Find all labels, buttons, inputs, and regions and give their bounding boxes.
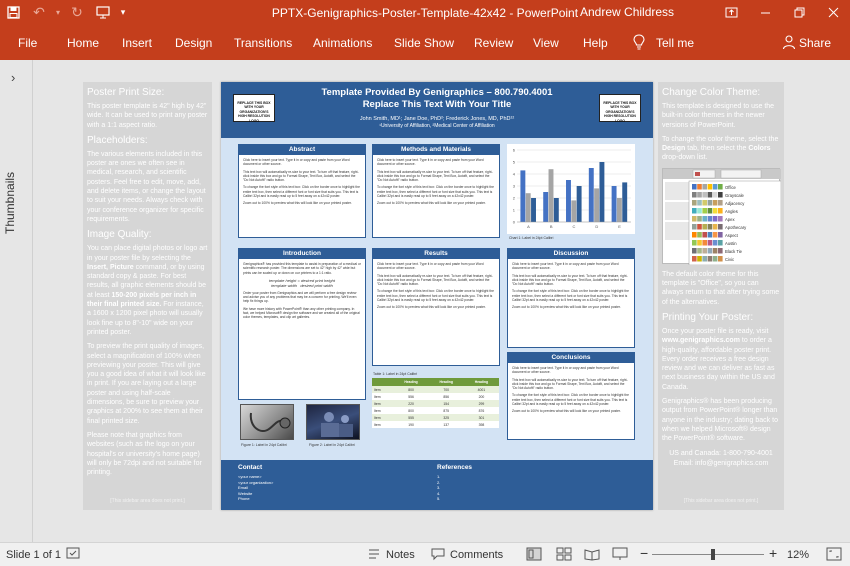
heading-change-color-theme: Change Color Theme: xyxy=(662,87,761,98)
paragraph: To change the font style of this text box: Click on the border once to highlight the entire text box, then select a different font or font size that suits you. This text is Calibri 32pt and is easily read up to 5 feet away on a 42x42 poster. xyxy=(243,185,360,199)
table-cell: 700 xyxy=(429,386,464,393)
text-color-theme: This template is designed to use the built-in color themes in the newer versions of PowerPoint. xyxy=(662,103,775,129)
text-span: desired print height xyxy=(300,277,335,283)
intro-ratio: template height = desired print height template width desired print width xyxy=(269,277,335,288)
tab-design[interactable]: Design xyxy=(175,36,213,50)
chart-bar xyxy=(622,182,627,222)
theme-swatch xyxy=(708,184,713,190)
theme-swatch xyxy=(692,232,697,238)
theme-swatch xyxy=(718,256,723,262)
table-cell: 154 xyxy=(429,400,464,407)
stethoscope-icon xyxy=(241,405,295,441)
references-lines xyxy=(437,474,440,502)
theme-name: Aspect xyxy=(725,232,738,238)
poster-title-line1[interactable]: Template Provided By Genigraphics – 800.790.4001 xyxy=(321,87,553,98)
methods-box[interactable] xyxy=(372,144,500,238)
theme-swatch xyxy=(702,256,707,262)
poster-title-line2[interactable]: Replace This Text With Your Title xyxy=(362,99,512,110)
chart-bar xyxy=(571,200,576,222)
theme-swatch xyxy=(702,184,707,190)
chart-bar xyxy=(554,198,559,222)
minimize-icon[interactable] xyxy=(748,0,782,25)
user-name[interactable]: Andrew Childress xyxy=(580,5,675,19)
tab-transitions[interactable]: Transitions xyxy=(234,36,293,50)
theme-swatch xyxy=(708,192,713,198)
table-header-cell: Heading xyxy=(464,378,499,386)
table-cell: 190 xyxy=(393,421,428,428)
save-icon[interactable] xyxy=(0,0,26,25)
table-cell: Item xyxy=(372,421,393,428)
theme-swatch xyxy=(718,224,723,230)
table-cell: 325 xyxy=(429,414,464,421)
undo-icon[interactable]: ↶ xyxy=(33,4,45,20)
table-cell: Item xyxy=(372,414,393,421)
zoom-slider-track[interactable] xyxy=(652,554,764,555)
theme-swatch xyxy=(697,224,702,230)
paragraph: This text box will automatically re-size to your text. To turn off that feature, right-click inside this box and go to Format Shape, Text Box, Autofit, and select the "Do Not Autofit" radio button. xyxy=(512,273,628,287)
theme-name: Apothecary xyxy=(725,224,747,230)
chart-bar xyxy=(612,186,617,222)
table-header-row xyxy=(372,378,499,386)
theme-swatch xyxy=(692,208,697,214)
table-cell: 220 xyxy=(393,400,428,407)
text-website-graphics: Please note that graphics from websites (such as the logo on your hospital's or university's home page) will only be 72dpi and not suitable for printing. xyxy=(87,431,202,477)
x-tick-label: E xyxy=(618,224,621,229)
contact-line: <your organization> xyxy=(238,479,274,485)
theme-swatch xyxy=(702,200,707,206)
theme-swatch xyxy=(718,208,723,214)
introduction-heading: Introduction xyxy=(239,249,365,259)
theme-swatch xyxy=(713,184,718,190)
table-cell: 398 xyxy=(464,421,499,428)
ribbon-tabs xyxy=(0,25,850,60)
contact-heading: Contact xyxy=(238,464,263,471)
figure-1-caption: Figure 1: Label in 24pt Calibri xyxy=(241,443,287,447)
theme-swatch xyxy=(708,232,713,238)
paragraph: To change the font style of this text box: Click on the border once to highlight the entire text box, then select a different font or font size that suits you. This text is Calibri 32pt and is easily read up to 5 feet away on a 42x42 poster. xyxy=(377,289,494,303)
introduction-text xyxy=(239,259,365,326)
theme-name: Adjacency xyxy=(725,200,745,206)
slide-sorter-icon[interactable] xyxy=(556,547,572,561)
text-image-quality xyxy=(87,244,208,337)
reference-line: 3. xyxy=(437,485,441,490)
text-span: to order a high-quality, affordable poster print. Every order receives a free design review and we can deliver as fast as next business day within the US and Canada. xyxy=(662,337,775,391)
text-genigraphics-history: Genigraphics® has been producing output from PowerPoint® longer than anyone in the industry; dating back to when we helped Microsoft® design the PowerPoint® software. xyxy=(662,398,778,443)
paragraph: We have more history with PowerPoint® than any other printing company. In fact, we helped Microsoft® design the software and we created all of the original color themes, templates, and clip art galleries. xyxy=(243,306,360,320)
poster-affiliations[interactable]: ¹University of Affiliation, ²Medical Center of Affiliation xyxy=(379,123,495,129)
customize-qat-icon[interactable]: ▾ xyxy=(120,7,126,17)
theme-swatch xyxy=(718,240,723,246)
discussion-heading: Discussion xyxy=(508,249,634,259)
table-cell: 556 xyxy=(393,393,428,400)
chevron-right-icon[interactable]: › xyxy=(11,70,16,85)
window-title: PPTX-Genigraphics-Poster-Template-42x42 - PowerPoint xyxy=(271,5,579,20)
sidebar-footnote: [This sidebar area does not print.] xyxy=(110,497,185,504)
sidebar-footnote: [This sidebar area does not print.] xyxy=(683,497,759,504)
heading-poster-print-size: Poster Print Size: xyxy=(87,87,165,98)
table-cell: Item xyxy=(372,407,393,414)
ribbon-display-options-icon[interactable] xyxy=(714,0,748,25)
text-span: template height xyxy=(269,277,297,283)
theme-swatch xyxy=(713,208,718,214)
paragraph: Zoom out to 100% to preview what this will look like on your printed poster. xyxy=(512,409,621,414)
table-cell: Item xyxy=(372,400,393,407)
x-tick-label: C xyxy=(572,224,576,229)
text-span: For instance, a 1600 x 1200 pixel photo will usually look fine up to 8"-10" wide on your printed poster. xyxy=(87,301,204,336)
methods-heading: Methods and Materials xyxy=(373,145,499,155)
lightbulb-icon[interactable] xyxy=(632,33,646,51)
text-email: Email: info@genigraphics.com xyxy=(673,459,769,467)
paragraph: Click here to insert your text. Type it in or copy and paste from your Word document or other source. xyxy=(377,262,484,271)
paragraph: To change the font style of this text box: Click on the border once to highlight the entire text box, then select a different font or font size that suits you. This text is Calibri 32pt and is easily read up to 5 feet away on a 42x42 poster. xyxy=(512,289,629,303)
paragraph: Click here to insert your text. Type it in or copy and paste from your Word document or other source. xyxy=(512,262,619,271)
theme-swatch xyxy=(697,192,702,198)
text-bold: Insert, Picture xyxy=(87,263,134,271)
paragraph: Click here to insert your text. Type it in or copy and paste from your Word document or other source. xyxy=(243,158,350,167)
y-tick-label: 2 xyxy=(512,195,515,201)
chart-bar xyxy=(526,193,531,222)
paragraph: To change the font style of this text box: Click on the border once to highlight the entire text box, then select a different font or font size that suits you. This text is Calibri 32pt and is easily read up to 5 feet away on a 42x42 poster. xyxy=(377,185,494,199)
abstract-text xyxy=(239,155,365,212)
theme-swatch xyxy=(697,240,702,246)
tab-help[interactable]: Help xyxy=(583,36,608,50)
references-heading: References xyxy=(437,464,473,471)
theme-swatch xyxy=(697,232,702,238)
chart-bar xyxy=(543,192,548,222)
theme-swatch xyxy=(697,216,702,222)
methods-text xyxy=(373,155,499,212)
chart-bar xyxy=(566,180,571,222)
theme-swatch xyxy=(718,232,723,238)
theme-swatch xyxy=(718,192,723,198)
logo-placeholder-right[interactable]: REPLACE THIS BOX WITH YOUR ORGANIZATION'S HIGH RESOLUTION LOGO xyxy=(599,94,641,122)
table-cell: 299 xyxy=(464,400,499,407)
x-tick-label: B xyxy=(549,224,553,229)
theme-name: Office xyxy=(725,184,736,190)
theme-name: Grayscale xyxy=(725,192,744,198)
paragraph: This text box will automatically re-size to your text. To turn off that feature, right-click inside this box and go to Format Shape, Text Box, Autofit, and select the "Do Not Autofit" radio button. xyxy=(377,169,493,183)
theme-swatch xyxy=(713,200,718,206)
poster-footer[interactable] xyxy=(221,460,653,510)
table-cell: 200 xyxy=(464,393,499,400)
chart-bar xyxy=(589,168,594,222)
theme-swatch xyxy=(692,184,697,190)
y-tick-label: 6 xyxy=(512,147,515,153)
theme-swatch xyxy=(692,248,697,254)
text-span: Once your poster file is ready, visit xyxy=(662,327,769,335)
slide-counter: Slide 1 of 1 xyxy=(6,549,62,561)
theme-swatch xyxy=(708,200,713,206)
chevron-down-icon[interactable]: ▾ xyxy=(55,8,60,17)
table-row xyxy=(372,400,499,407)
table-row xyxy=(372,414,499,421)
tab-home[interactable]: Home xyxy=(67,36,100,50)
table-cell: 800 xyxy=(393,407,428,414)
share-button[interactable]: Share xyxy=(799,36,832,50)
theme-swatch xyxy=(702,224,707,230)
heading-placeholders: Placeholders: xyxy=(87,134,148,146)
theme-swatch xyxy=(692,216,697,222)
theme-swatch xyxy=(718,248,723,254)
theme-name: Black Tie xyxy=(725,248,742,254)
text-bold: Colors xyxy=(748,145,771,153)
abstract-box[interactable] xyxy=(238,144,366,238)
theme-swatch xyxy=(692,240,697,246)
comments-icon[interactable] xyxy=(430,547,446,561)
zoom-out-icon[interactable]: − xyxy=(640,545,649,561)
theme-swatch xyxy=(713,224,718,230)
normal-view-icon[interactable] xyxy=(526,547,542,561)
text-span: tab, then select the xyxy=(685,145,749,153)
text-placeholders: The various elements included in this poster are ones we often see in medical, research, and scientific posters. Feel free to edit, move, add, and delete items, or change the layout to suit your needs. Always check with your conference organizer for specific requirements. xyxy=(87,150,206,223)
table-cell: Item xyxy=(372,386,393,393)
notes-button[interactable]: Notes xyxy=(386,549,415,561)
paragraph: Zoom out to 100% to preview what this will look like on your printed poster. xyxy=(512,305,621,310)
theme-swatch xyxy=(697,184,702,190)
thumbnails-label[interactable]: Thumbnails xyxy=(3,171,17,235)
theme-swatch xyxy=(702,216,707,222)
theme-name: Apex xyxy=(725,216,735,222)
chart-bar xyxy=(594,188,599,222)
paragraph: Zoom out to 100% to preview what this will look like on your printed poster. xyxy=(243,201,352,206)
y-tick-label: 5 xyxy=(512,159,515,165)
reference-line: 5. xyxy=(437,496,441,501)
zoom-in-icon[interactable]: + xyxy=(769,545,778,561)
text-default-theme: The default color theme for this template is "Office", so you can always return to that after trying some of the alternatives. xyxy=(662,270,780,306)
theme-swatch xyxy=(713,216,718,222)
y-tick-label: 0 xyxy=(512,219,515,225)
tab-view[interactable]: View xyxy=(533,36,559,50)
thumbnails-pane xyxy=(0,60,33,542)
redo-icon[interactable]: ↻ xyxy=(71,4,83,20)
discussion-text xyxy=(508,259,634,316)
table-cell: 555 xyxy=(393,414,428,421)
zoom-slider-thumb[interactable] xyxy=(711,549,715,560)
poster-authors[interactable]: John Smith, MD¹; Jane Doe, PhD²; Frederick Jones, MD, PhD¹² xyxy=(359,116,515,122)
text-span: drop-down list. xyxy=(662,154,708,162)
chart-bar xyxy=(617,198,622,222)
chart-bar xyxy=(520,170,525,222)
text-span: template width xyxy=(271,282,297,288)
paragraph: Zoom out to 100% to preview what this will look like on your printed poster. xyxy=(377,201,486,206)
x-tick-label: D xyxy=(595,224,599,229)
paragraph: To change the font style of this text box: Click on the border once to highlight the entire text box, then select a different font or font size that suits you. This text is Calibri 32pt and is easily read up to 5 feet away on a 42x42 poster. xyxy=(512,393,629,407)
x-tick-label: A xyxy=(527,224,530,229)
theme-swatch xyxy=(702,192,707,198)
table-cell: Item xyxy=(372,393,393,400)
table-header-cell xyxy=(372,378,393,386)
fit-to-window-icon[interactable] xyxy=(826,547,842,561)
figure-1-image[interactable] xyxy=(240,404,294,440)
paragraph: This text box will automatically re-size to your text. To turn off that feature, right-click inside this box and go to Format Shape, Text Box, Autofit, and select the "Do Not Autofit" radio button. xyxy=(243,169,359,183)
paragraph: Click here to insert your text. Type it in or copy and paste from your Word document or other source. xyxy=(377,158,484,167)
theme-swatch xyxy=(713,192,718,198)
poster-header[interactable] xyxy=(221,82,653,138)
chart-bar xyxy=(549,169,554,222)
chart-caption: Chart 1: Label in 24pt Calibri xyxy=(509,236,554,240)
table-row xyxy=(372,407,499,414)
table-caption: Table 1: Label in 24pt Calibri xyxy=(373,372,418,376)
text-span: To change the color theme, select the xyxy=(662,135,779,143)
table-row xyxy=(372,421,499,428)
chart-bar xyxy=(531,198,536,222)
chart-1[interactable] xyxy=(507,144,635,234)
text-phone: US and Canada: 1-800-790-4001 xyxy=(669,449,773,457)
reading-view-icon[interactable] xyxy=(584,547,600,561)
paragraph: Zoom out to 100% to preview what this will look like on your printed poster. xyxy=(377,305,486,310)
table-header-cell: Heading xyxy=(393,378,428,386)
theme-swatch xyxy=(692,200,697,206)
text-span: You can place digital photos or logo art in your poster file by selecting the xyxy=(87,245,208,262)
theme-swatch xyxy=(713,256,718,262)
theme-swatch xyxy=(708,216,713,222)
theme-swatch xyxy=(697,208,702,214)
results-table[interactable] xyxy=(372,378,499,428)
table-cell: 4001 xyxy=(464,386,499,393)
reference-line: 2. xyxy=(437,479,441,485)
contact-line: Email xyxy=(238,485,249,490)
share-person-icon[interactable] xyxy=(782,33,796,51)
theme-swatch xyxy=(708,248,713,254)
contact-line: Phone xyxy=(238,496,250,501)
theme-name: Civic xyxy=(725,256,735,262)
paragraph: This text box will automatically re-size to your text. To turn off that feature, right-click inside this box and go to Format Shape, Text Box, Autofit, and select the "Do Not Autofit" radio button. xyxy=(512,377,628,391)
theme-swatch xyxy=(692,192,697,198)
tab-slide-show[interactable]: Slide Show xyxy=(394,36,455,50)
color-themes-screenshot xyxy=(662,168,780,264)
website-link[interactable]: www.genigraphics.com xyxy=(662,337,740,345)
text-change-theme-steps xyxy=(662,135,780,163)
introduction-box[interactable] xyxy=(238,248,366,400)
conclusions-heading: Conclusions xyxy=(508,353,634,363)
tell-me-search[interactable]: Tell me xyxy=(656,36,695,50)
chart-bar xyxy=(577,186,582,222)
theme-name: Austin xyxy=(725,240,737,246)
paragraph: Order your poster from Genigraphics and we will perform a free design review and advise you of any problems that may be a concern for printing. We'll even help fix things up. xyxy=(243,290,357,304)
theme-swatch xyxy=(697,256,702,262)
table-row xyxy=(372,393,499,400)
comments-button[interactable]: Comments xyxy=(450,549,504,561)
theme-swatch xyxy=(708,256,713,262)
conclusions-box[interactable] xyxy=(507,352,635,440)
text-poster-print-size: This poster template is 42" high by 42" wide. It can be used to print any poster with a 1:1 aspect ratio. xyxy=(87,103,208,129)
theme-name: Angles xyxy=(725,208,738,214)
y-tick-label: 3 xyxy=(512,183,515,189)
results-box[interactable] xyxy=(372,248,500,366)
text-span: command, or by using standard copy & paste. For best results, all graphic elements should be at least xyxy=(87,263,207,299)
table-row xyxy=(372,386,499,393)
theme-swatch xyxy=(713,232,718,238)
text-printing xyxy=(662,327,780,392)
theme-swatch xyxy=(708,240,713,246)
heading-image-quality: Image Quality: xyxy=(87,229,152,241)
restore-icon[interactable] xyxy=(782,0,816,25)
chart-bar xyxy=(599,162,604,222)
theme-swatch xyxy=(702,232,707,238)
left-sidebar-instructions[interactable] xyxy=(83,82,212,510)
status-bar xyxy=(0,542,850,566)
contact-line: Website xyxy=(238,490,253,496)
theme-swatch xyxy=(708,208,713,214)
right-sidebar-instructions[interactable] xyxy=(658,82,784,510)
paragraph: Click here to insert your text. Type it in or copy and paste from your Word document or other source. xyxy=(512,366,619,375)
title-bar xyxy=(0,0,850,25)
theme-swatch xyxy=(718,200,723,206)
table-cell: 800 xyxy=(393,386,428,393)
theme-swatch xyxy=(702,208,707,214)
table-cell: 876 xyxy=(464,407,499,414)
figure-2-caption: Figure 2: Label in 24pt Calibri xyxy=(309,443,355,447)
start-from-beginning-icon[interactable] xyxy=(90,0,116,25)
theme-swatch xyxy=(718,184,723,190)
paragraph: Genigraphics® has provided this template to assist in preparation of a medical or scientific research poster. The dimensions are set to 42" high by 42" wide but prints can be scaled up or down on our printers to a 1:1 ratio. xyxy=(243,262,361,275)
logo-placeholder-left[interactable]: REPLACE THIS BOX WITH YOUR ORGANIZATION'S HIGH RESOLUTION LOGO xyxy=(233,94,275,122)
text-bold: Design xyxy=(662,145,686,153)
table-cell: 301 xyxy=(464,414,499,421)
bar-chart-svg xyxy=(507,144,635,234)
figure-2-image[interactable] xyxy=(306,404,360,440)
theme-swatch xyxy=(713,240,718,246)
discussion-box[interactable] xyxy=(507,248,635,348)
text-preview-quality: To preview the print quality of images, select a magnification of 100% when previewing your poster. This will give you a good idea of what it will look like in print. If you are laying out a large poster and using half-scale dimensions, be sure to preview your graphics at 200% to see them at their final printed size. xyxy=(87,343,206,425)
reference-line: 4. xyxy=(437,490,441,496)
tab-review[interactable]: Review xyxy=(474,36,514,50)
text-span: desired print width xyxy=(300,282,333,288)
table-cell: 137 xyxy=(429,421,464,428)
theme-swatch xyxy=(697,200,702,206)
theme-swatch xyxy=(713,248,718,254)
theme-swatch xyxy=(697,248,702,254)
spelling-check-icon[interactable] xyxy=(66,547,82,561)
theme-swatch xyxy=(718,216,723,222)
surgery-scene-icon xyxy=(307,405,361,441)
reference-line: 1. xyxy=(437,474,441,479)
theme-swatch xyxy=(702,240,707,246)
contact-line: <your name> xyxy=(238,474,262,479)
text-bold: 150-200 pixels per inch in their final printed size. xyxy=(87,291,197,309)
slideshow-view-icon[interactable] xyxy=(612,547,628,561)
y-tick-label: 4 xyxy=(512,171,515,177)
heading-printing-your-poster: Printing Your Poster: xyxy=(662,311,754,323)
theme-swatch xyxy=(708,224,713,230)
results-heading: Results xyxy=(373,249,499,259)
theme-swatch xyxy=(702,248,707,254)
theme-swatch xyxy=(692,256,697,262)
notes-icon[interactable] xyxy=(366,547,382,561)
theme-swatch xyxy=(692,224,697,230)
themes-dropdown-graphic xyxy=(663,169,781,265)
contact-lines xyxy=(238,474,273,502)
table-header-cell: Heading xyxy=(429,378,464,386)
conclusions-text xyxy=(508,363,634,420)
poster-slide[interactable] xyxy=(221,82,653,510)
tab-animations[interactable]: Animations xyxy=(313,36,373,50)
tab-file[interactable]: File xyxy=(18,36,38,50)
zoom-level[interactable]: 12% xyxy=(787,549,810,561)
y-tick-label: 1 xyxy=(512,207,515,213)
results-text xyxy=(373,259,499,316)
table-cell: 856 xyxy=(429,393,464,400)
abstract-heading: Abstract xyxy=(239,145,365,155)
close-icon[interactable] xyxy=(816,0,850,25)
paragraph: This text box will automatically re-size to your text. To turn off that feature, right-click inside this box and go to Format Shape, Text Box, Autofit, and select the "Do Not Autofit" radio button. xyxy=(377,273,493,287)
table-cell: 875 xyxy=(429,407,464,414)
tab-insert[interactable]: Insert xyxy=(122,36,153,50)
